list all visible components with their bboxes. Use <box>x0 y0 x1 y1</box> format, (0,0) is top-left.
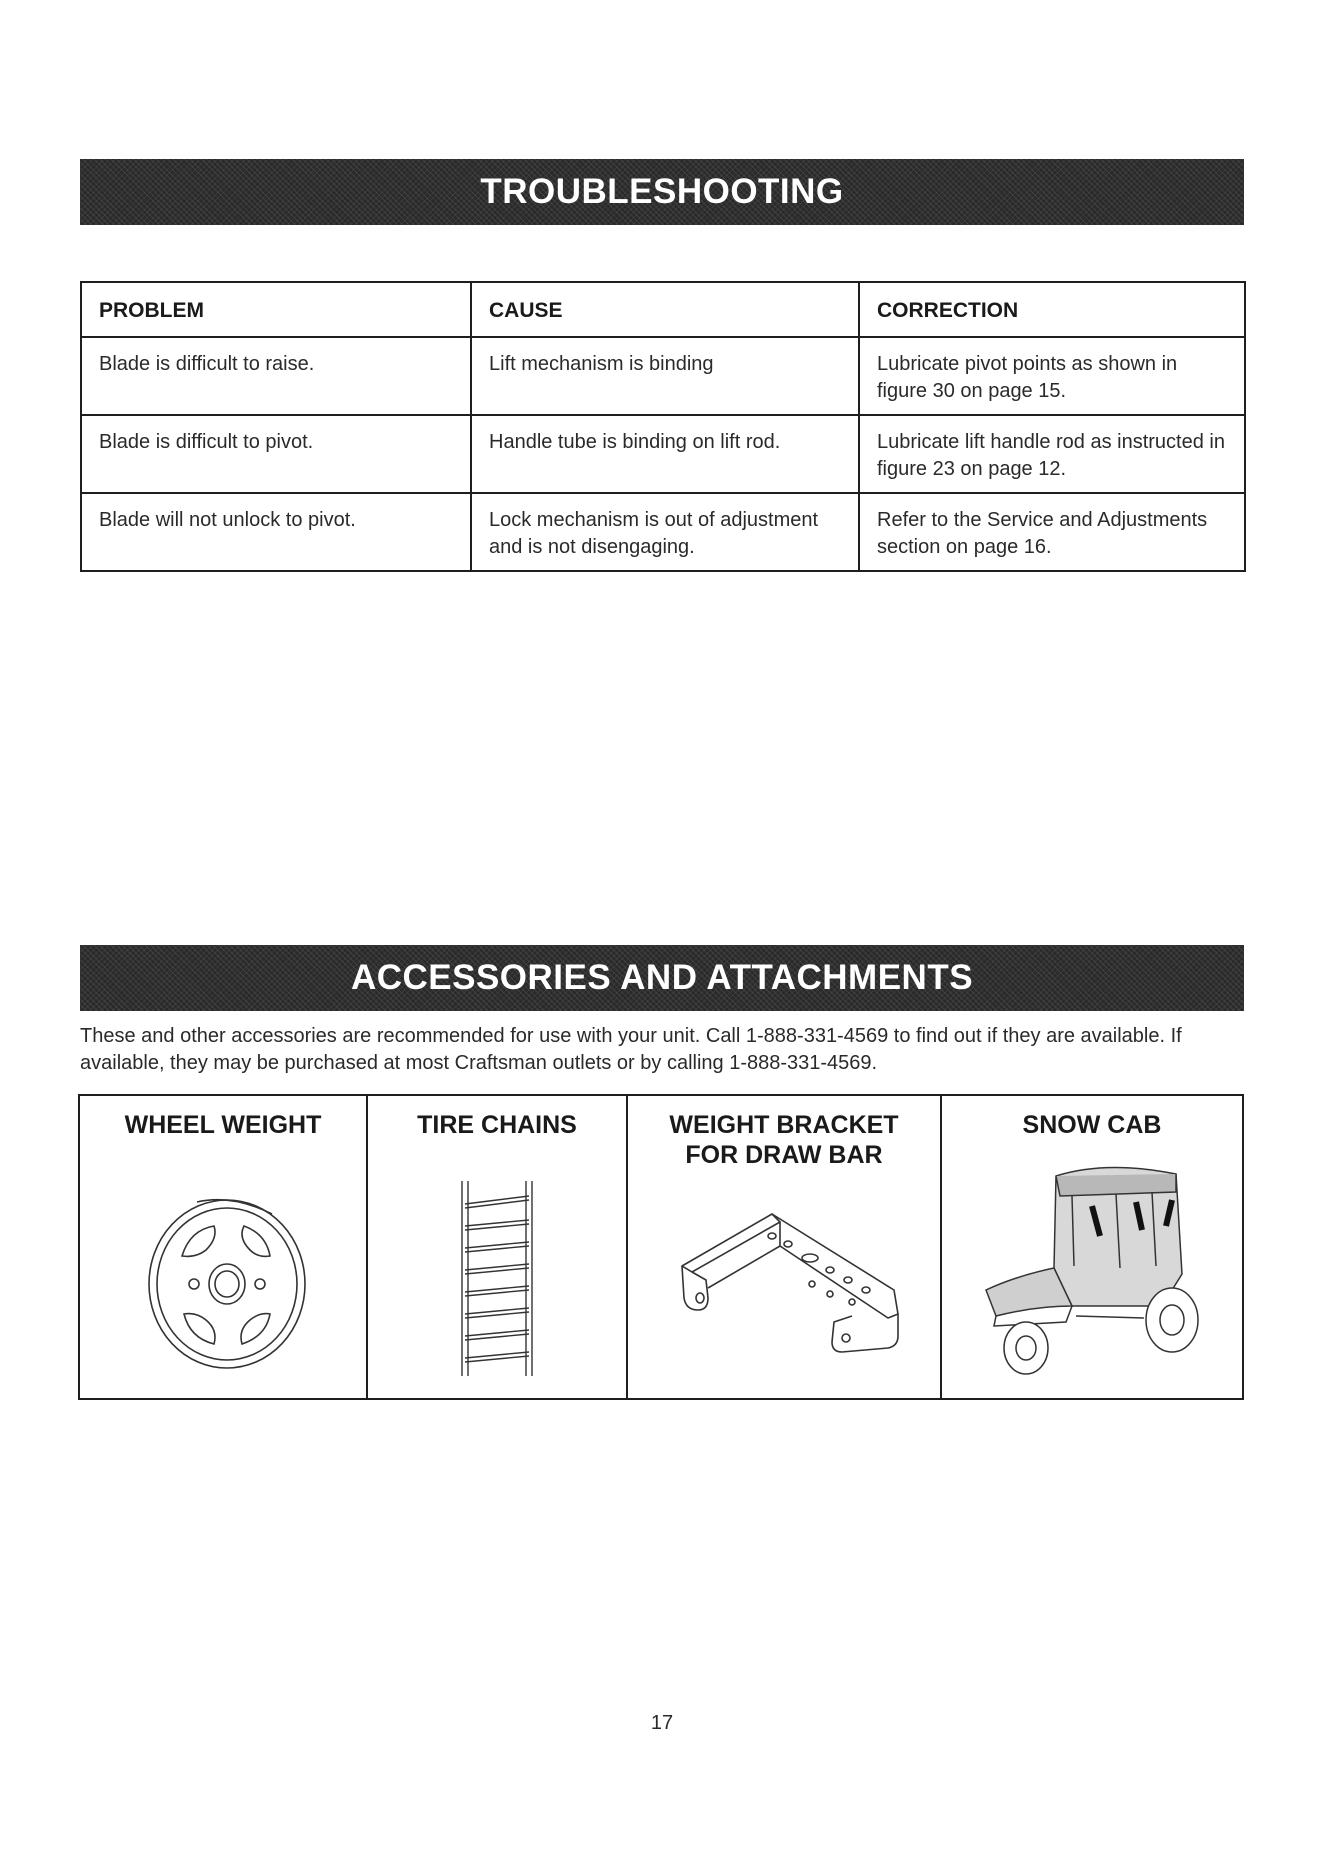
accessory-label: TIRE CHAINS <box>417 1111 577 1139</box>
problem-cell: Blade is difficult to pivot. <box>81 415 471 493</box>
table-row <box>81 415 1245 493</box>
troubleshooting-title: TROUBLESHOOTING <box>480 172 844 211</box>
accessories-grid <box>78 1094 1244 1400</box>
accessory-snow-cab <box>942 1096 1242 1398</box>
accessories-title: ACCESSORIES AND ATTACHMENTS <box>350 958 974 997</box>
problem-cell: Blade is difficult to raise. <box>81 337 471 415</box>
cause-cell: Handle tube is binding on lift rod. <box>471 415 859 493</box>
correction-cell: Refer to the Service and Adjustments section on page 16. <box>859 493 1245 571</box>
cause-header: CAUSE <box>471 282 859 337</box>
weight-bracket-icon <box>662 1206 912 1386</box>
accessories-intro: These and other accessories are recommended for use with your unit. Call 1-888-331-4569 to find out if they are available. If available, they may be purchased at most Craftsman outlets or by calling 1-888-331-4569. <box>80 1025 1182 1074</box>
snow-cab-icon <box>976 1156 1206 1396</box>
correction-cell: Lubricate pivot points as shown in figure 30 on page 15. <box>859 337 1245 415</box>
wheel-weight-icon <box>142 1184 312 1374</box>
cause-cell: Lock mechanism is out of adjustment and is not disengaging. <box>471 493 859 571</box>
problem-header: PROBLEM <box>81 282 471 337</box>
cause-cell: Lift mechanism is binding <box>471 337 859 415</box>
troubleshooting-table <box>80 281 1246 572</box>
correction-cell: Lubricate lift handle rod as instructed in figure 23 on page 12. <box>859 415 1245 493</box>
table-row <box>81 493 1245 571</box>
accessory-label: WEIGHT BRACKET FOR DRAW BAR <box>669 1111 899 1169</box>
page-number: 17 <box>650 1712 674 1734</box>
tire-chains-icon <box>448 1176 548 1386</box>
accessories-banner <box>80 945 1244 1011</box>
accessory-wheel-weight <box>80 1096 368 1398</box>
correction-header: CORRECTION <box>859 282 1245 337</box>
accessory-tire-chains <box>368 1096 628 1398</box>
accessory-weight-bracket <box>628 1096 942 1398</box>
table-header-row <box>81 282 1245 337</box>
accessory-label: SNOW CAB <box>1022 1111 1162 1139</box>
problem-cell: Blade will not unlock to pivot. <box>81 493 471 571</box>
table-row <box>81 337 1245 415</box>
troubleshooting-banner <box>80 159 1244 225</box>
accessory-label: WHEEL WEIGHT <box>124 1111 322 1139</box>
